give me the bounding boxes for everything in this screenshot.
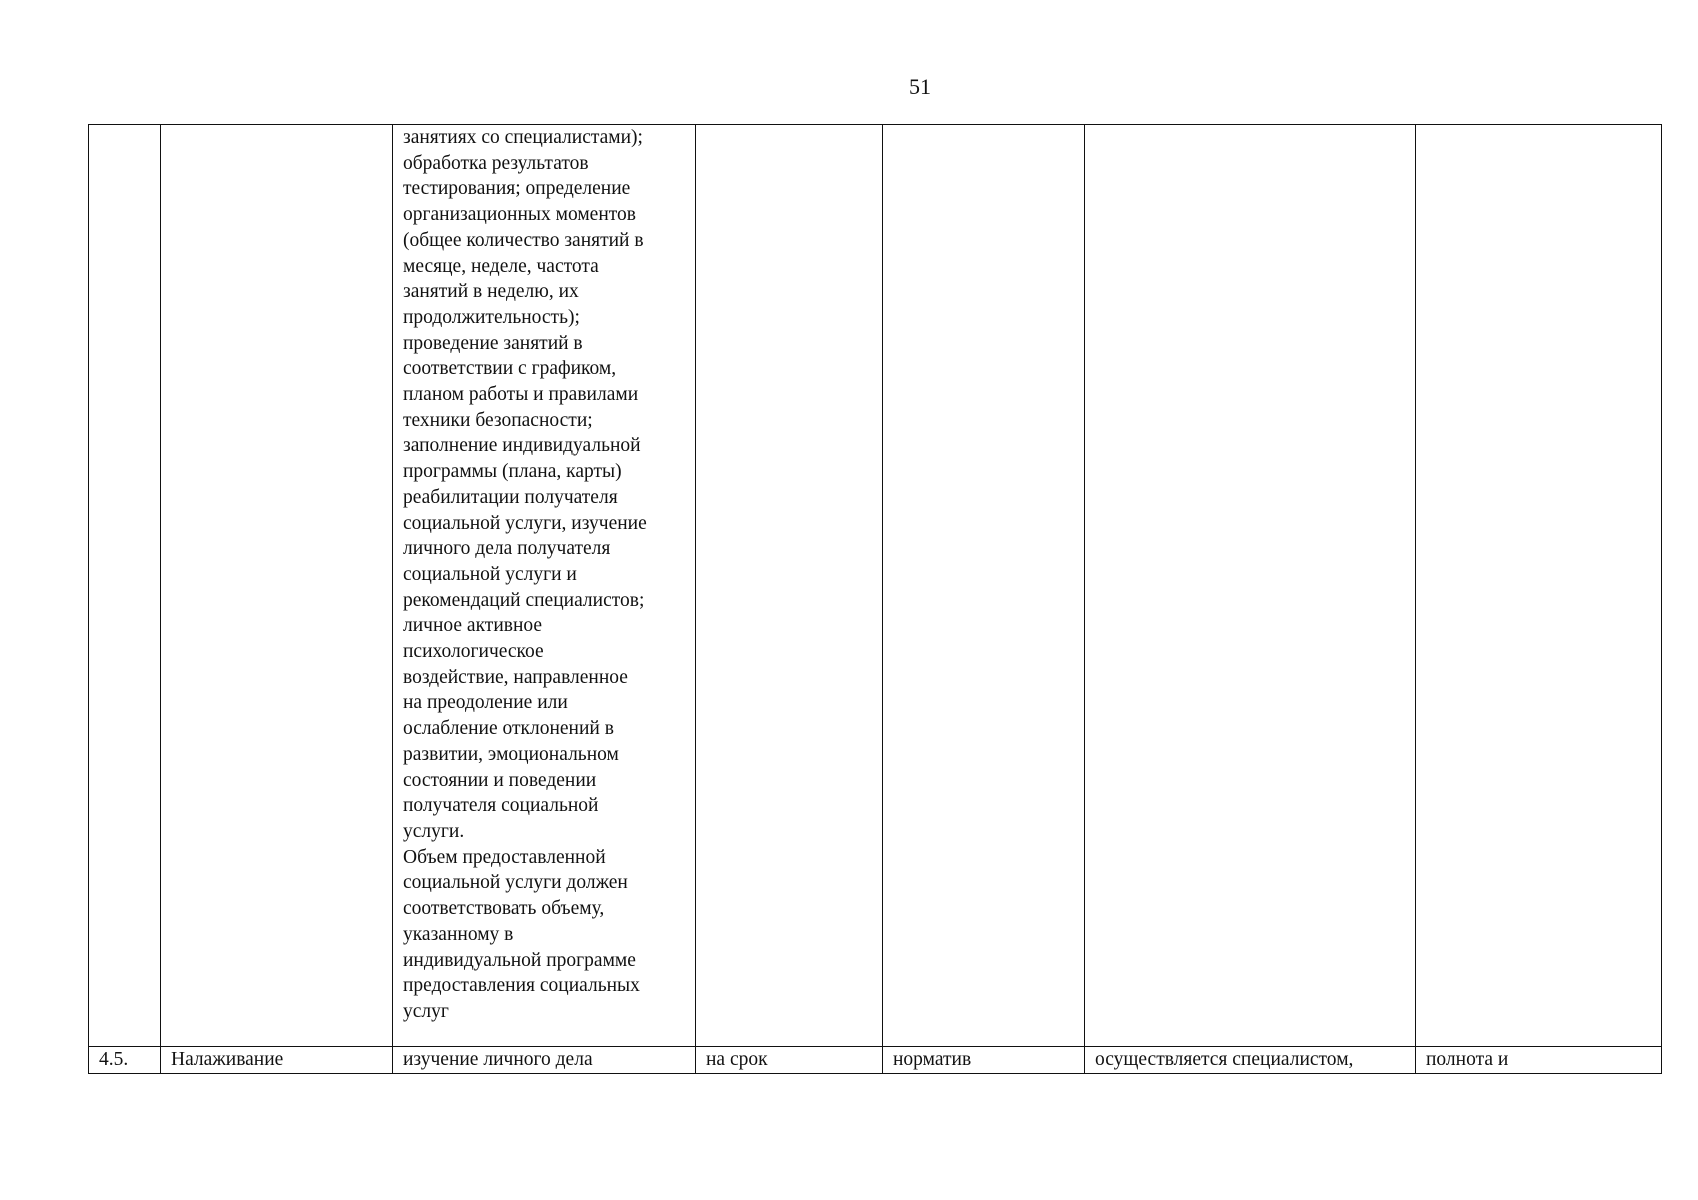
- description-line: месяце, неделе, частота: [403, 255, 599, 277]
- description-line: индивидуальной программе: [403, 949, 636, 971]
- description-line: (общее количество занятий в: [403, 229, 644, 251]
- cell-number: [89, 125, 161, 1047]
- description-line: обработка результатов: [403, 152, 589, 174]
- page-number: 51: [909, 74, 931, 99]
- description-line: планом работы и правилами: [403, 384, 639, 406]
- description-line: социальной услуги и: [403, 563, 577, 585]
- cell-number: 4.5.: [89, 1047, 161, 1074]
- description-line: состоянии и поведении: [403, 769, 597, 791]
- description-line: ослабление отклонений в: [403, 718, 614, 740]
- description-line: соответствии с графиком,: [403, 358, 617, 380]
- cell-service-name: [161, 125, 393, 1047]
- cell-quality: [1416, 125, 1662, 1047]
- description-line: техники безопасности;: [403, 409, 593, 431]
- cell-quality: полнота и: [1416, 1047, 1662, 1074]
- description-line: реабилитации получателя: [403, 486, 618, 508]
- cell-norm: [883, 125, 1085, 1047]
- cell-norm: норматив: [883, 1047, 1085, 1074]
- services-table: [88, 124, 1662, 1074]
- description-line: получателя социальной: [403, 795, 599, 817]
- description-line: развитии, эмоциональном: [403, 743, 619, 765]
- cell-service-name: Налаживание: [161, 1047, 393, 1074]
- description-line: услуг: [403, 1000, 449, 1022]
- description-line: тестирования; определение: [403, 178, 631, 200]
- description-line: указанному в: [403, 923, 514, 945]
- description-line: Объем предоставленной: [403, 846, 606, 868]
- table-row-4-5: [89, 1047, 1662, 1074]
- description-line: личного дела получателя: [403, 538, 611, 560]
- description-line: психологическое: [403, 641, 544, 663]
- description-line: личное активное: [403, 615, 543, 637]
- description-line: социальной услуги должен: [403, 872, 628, 894]
- description-line: занятий в неделю, их: [403, 281, 579, 303]
- cell-description: [393, 125, 696, 1047]
- cell-description: изучение личного дела: [393, 1047, 696, 1074]
- description-line: социальной услуги, изучение: [403, 512, 647, 534]
- description-line: организационных моментов: [403, 204, 636, 226]
- description-line: заполнение индивидуальной: [403, 435, 641, 457]
- description-line: услуги.: [403, 820, 465, 842]
- description-line: воздействие, направленное: [403, 666, 628, 688]
- cell-conditions: осуществляется специалистом,: [1085, 1047, 1416, 1074]
- description-line: занятиях со специалистами);: [403, 127, 643, 148]
- description-line: предоставления социальных: [403, 975, 640, 997]
- description-line: на преодоление или: [403, 692, 568, 714]
- cell-term: [696, 125, 883, 1047]
- description-line: проведение занятий в: [403, 332, 583, 354]
- description-line: программы (плана, карты): [403, 461, 622, 483]
- description-line: продолжительность);: [403, 306, 580, 328]
- cell-conditions: [1085, 125, 1416, 1047]
- cell-term: на срок: [696, 1047, 883, 1074]
- description-line: соответствовать объему,: [403, 898, 605, 920]
- description-line: рекомендаций специалистов;: [403, 589, 645, 611]
- table-row-continued: [89, 125, 1662, 1047]
